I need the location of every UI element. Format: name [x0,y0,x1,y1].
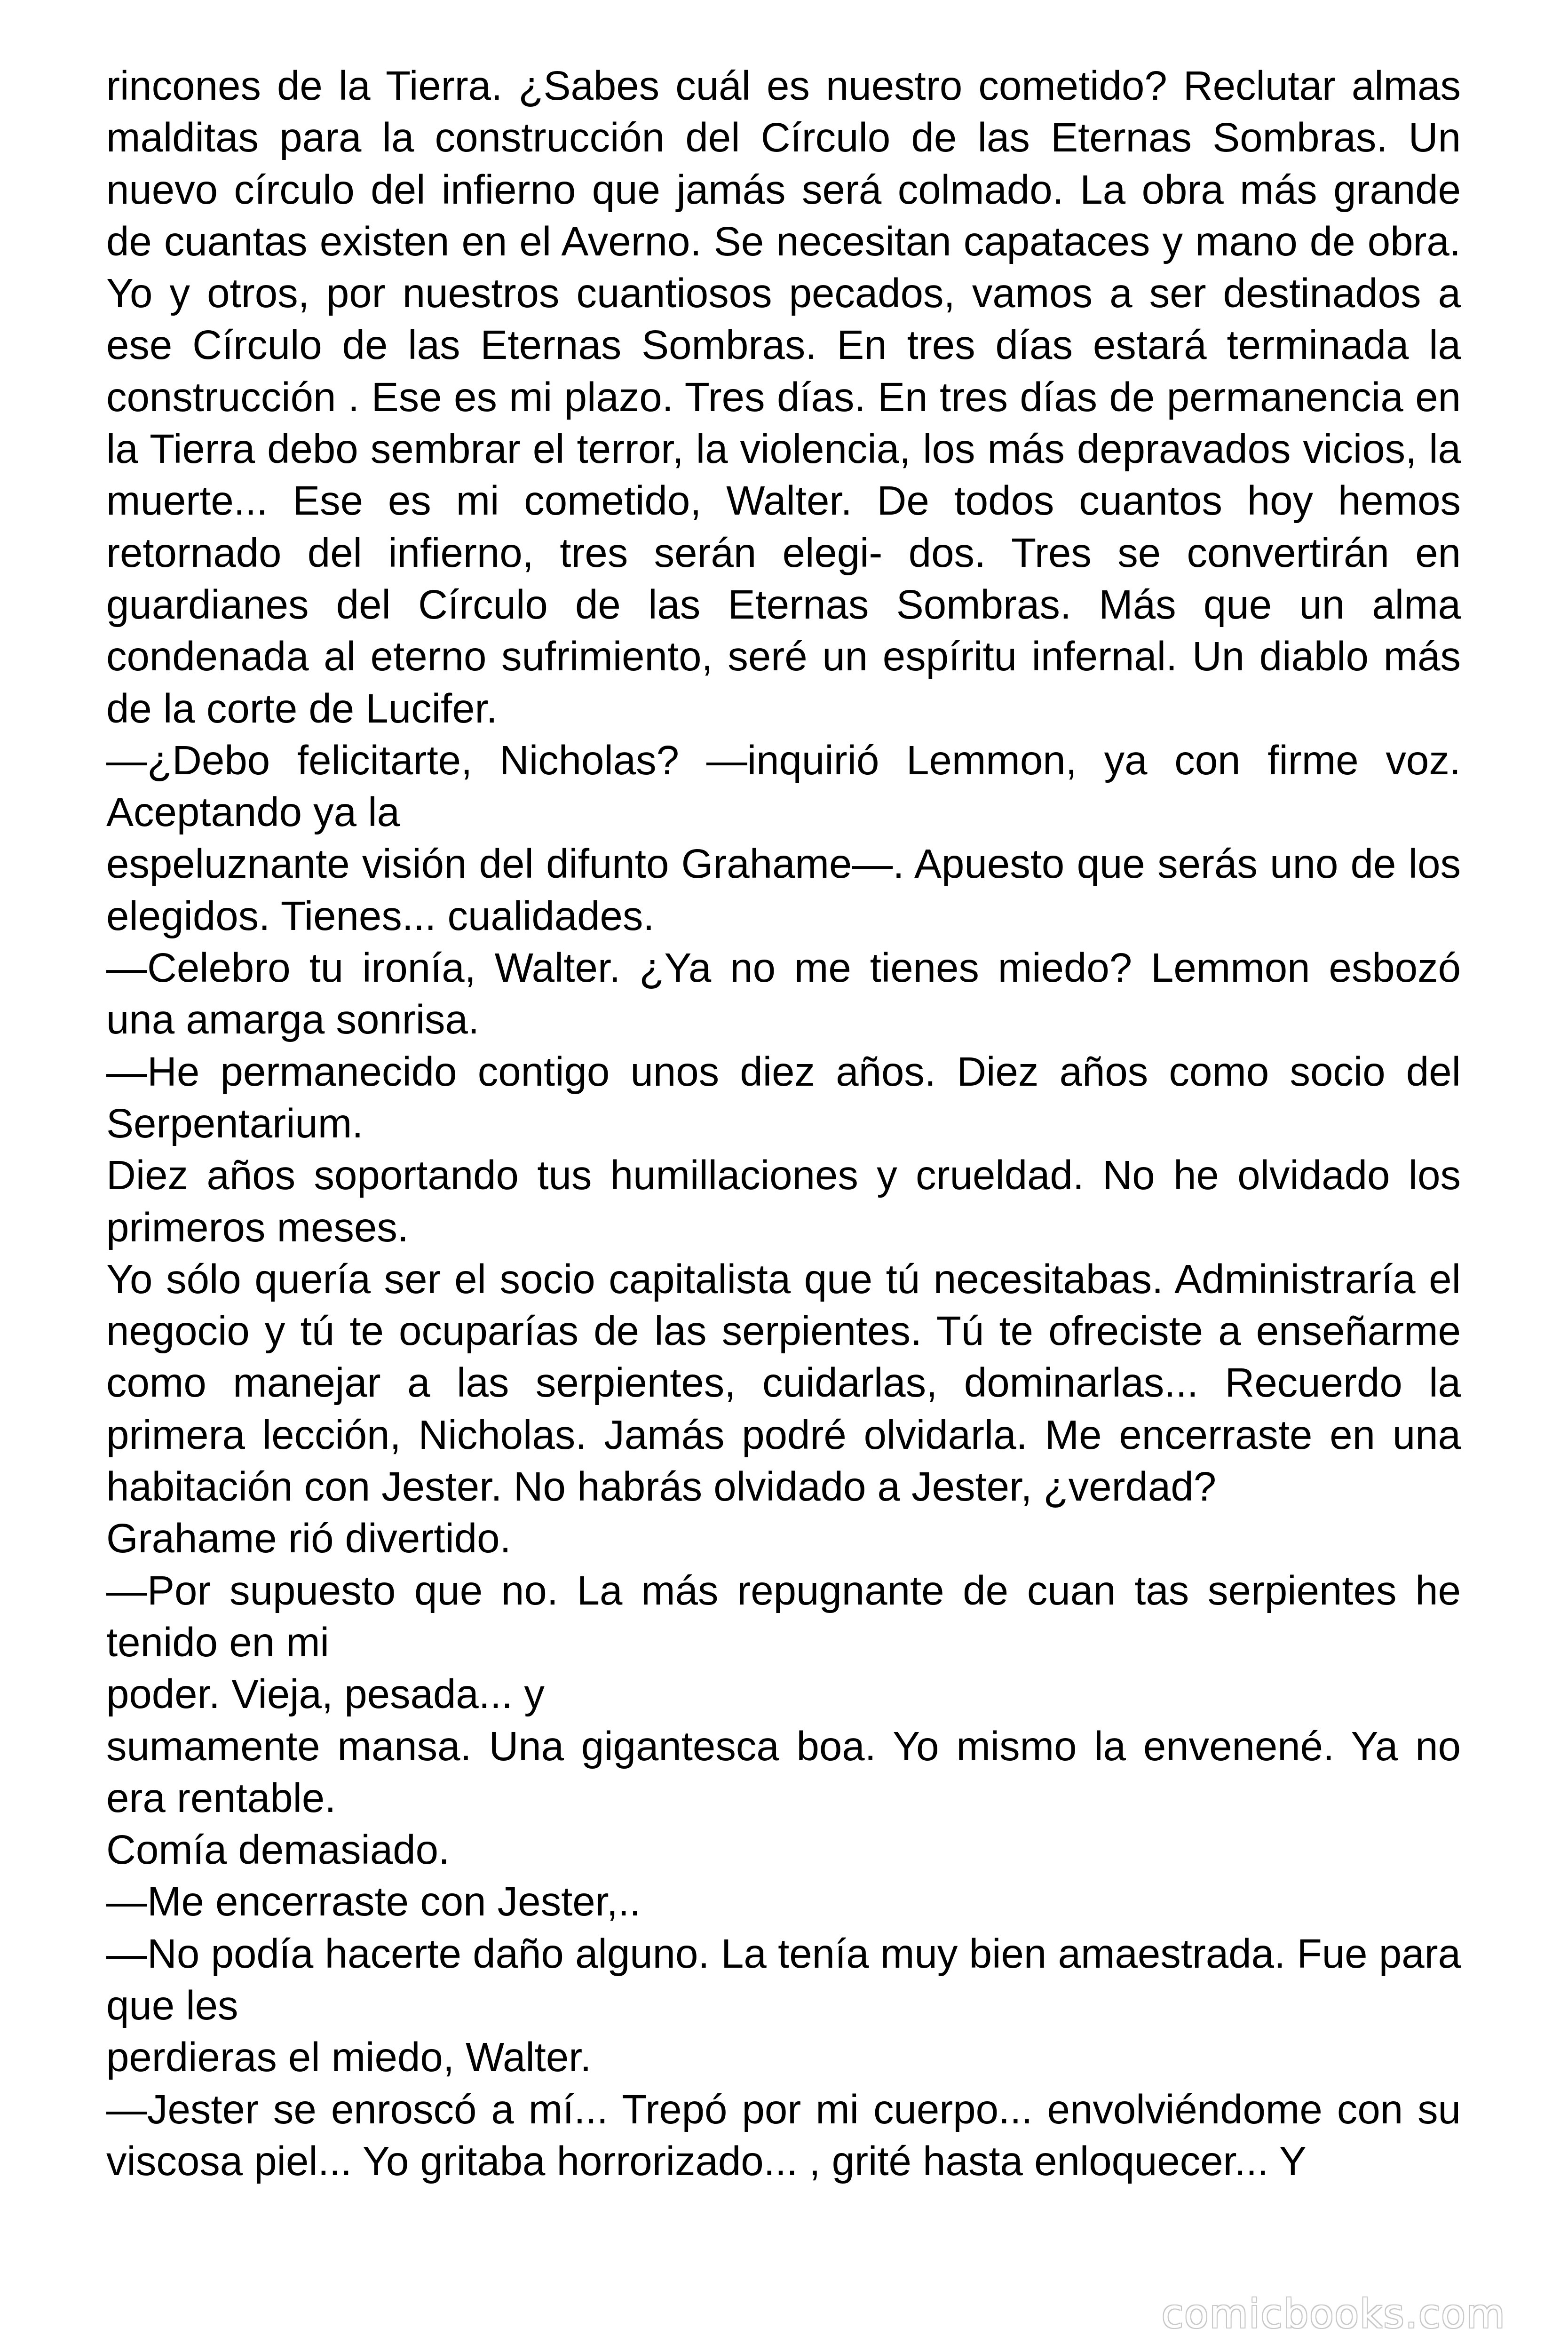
paragraph-6: Diez años soportando tus humillaciones y crueldad. No he olvidado los primeros meses. [106,1152,1461,1250]
paragraph-1: rincones de la Tierra. ¿Sabes cuál es nuestro cometido? Reclutar almas malditas para la construcción del Círculo de las Eternas Sombras. Un nuevo círculo del infierno que jamás será colmado. La obra más grande de cuantas existen en el Averno. Se necesitan capataces y mano de obra. Yo y otros, por nuestros cuantiosos pecados, vamos a ser destinados a ese Círculo de las Eternas Sombras. En tres días estará terminada la construcción . Ese es mi plazo. Tres días. En tres días de permanencia en la Tierra debo sembrar el terror, la violencia, los más depravados vicios, la muerte... Ese es mi cometido, Walter. De todos cuantos hoy hemos retornado del infierno, tres serán elegi- dos. Tres se convertirán en guardianes del Círculo de las Eternas Sombras. Más que un alma condenada al eterno sufrimiento, seré un espíritu infernal. Un diablo más de la corte de Lucifer. [106,63,1461,731]
paragraph-5: —He permanecido contigo unos diez años. Diez años como socio del Serpentarium. [106,1049,1461,1146]
paragraph-13: —Me encerraste con Jester,.. [106,1879,641,1925]
paragraph-16: —Jester se enroscó a mí... Trepó por mi cuerpo... envolviéndome con su viscosa piel... Yo gritaba horrorizado... , grité hasta enloquecer... Y [106,2086,1461,2184]
paragraph-3: espeluznante visión del difunto Grahame—. Apuesto que serás uno de los elegidos. Tienes... cualidades. [106,841,1461,939]
paragraph-14: —No podía hacerte daño alguno. La tenía muy bien amaestrada. Fue para que les [106,1931,1461,2028]
document-page [106,60,1461,2187]
paragraph-7: Yo sólo quería ser el socio capitalista que tú necesitabas. Administraría el negocio y tú te ocuparías de las serpientes. Tú te ofreciste a enseñarme como manejar a las serpientes, cuidarlas, dominarlas... Recuerdo la primera lección, Nicholas. Jamás podré olvidarla. Me encerraste en una habitación con Jester. No habrás olvidado a Jester, ¿verdad? [106,1256,1461,1510]
paragraph-15: perdieras el miedo, Walter. [106,2034,592,2081]
paragraph-12: Comía demasiado. [106,1827,450,1873]
paragraph-10: poder. Vieja, pesada... y [106,1671,545,1717]
paragraph-11: sumamente mansa. Una gigantesca boa. Yo mismo la envenené. Ya no era rentable. [106,1723,1461,1821]
watermark-logo: comicbooks.com [1162,2291,1506,2337]
paragraph-2: —¿Debo felicitarte, Nicholas? —inquirió Lemmon, ya con firme voz. Aceptando ya la [106,737,1461,835]
paragraph-9: —Por supuesto que no. La más repugnante de cuan tas serpientes he tenido en mi [106,1567,1461,1665]
paragraph-8: Grahame rió divertido. [106,1516,511,1562]
paragraph-4: —Celebro tu ironía, Walter. ¿Ya no me tienes miedo? Lemmon esbozó una amarga sonrisa. [106,945,1461,1043]
